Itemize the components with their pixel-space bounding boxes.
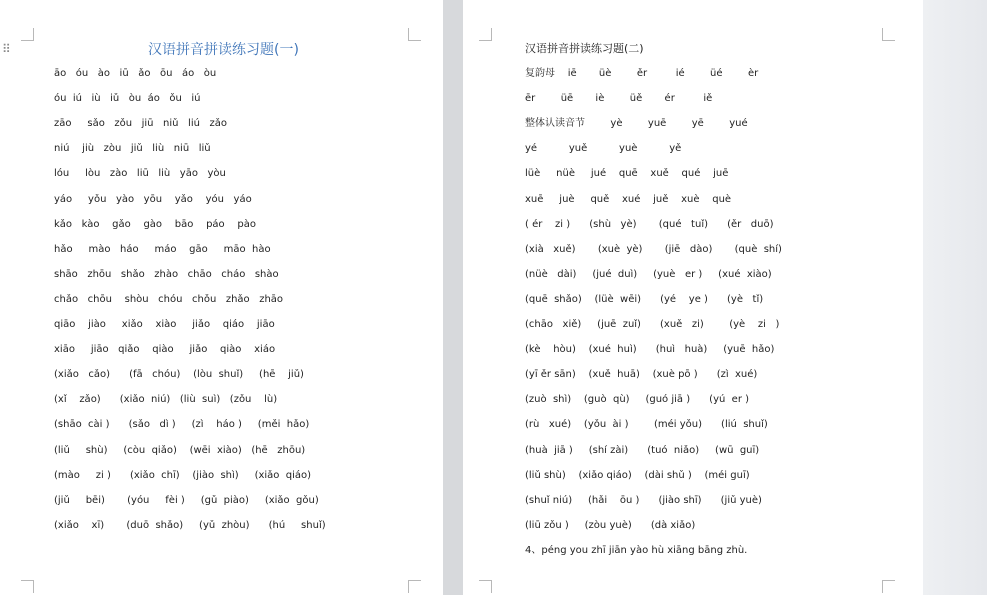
pinyin-line: chǎo chōu shòu chóu chǒu zhǎo zhāo bbox=[54, 293, 284, 305]
pinyin-line: xiāo jiāo qiǎo qiào jiǎo qiào xiáo bbox=[54, 344, 276, 356]
pinyin-line: (chāo xiě) (juē zuǐ) (xuě zi) (yè zi ) bbox=[525, 319, 780, 330]
pinyin-line: (shuǐ niú) (hǎi ōu ) (jiào shī) (jiǔ yuè) bbox=[525, 494, 762, 506]
pinyin-line: yé yuě yuè yě bbox=[525, 143, 682, 155]
pinyin-line: óu iú iù iǔ òu áo ǒu iú bbox=[54, 93, 201, 105]
drag-handle-icon[interactable]: ⠿ bbox=[2, 42, 10, 56]
pinyin-line: qiāo jiào xiǎo xiào jiǎo qiáo jiāo bbox=[54, 319, 275, 330]
pinyin-line: (xǐ zǎo) (xiǎo niú) (liù suì) (zǒu lù) bbox=[54, 394, 278, 406]
pinyin-line: lóu lòu zào liū liù yāo yòu bbox=[54, 168, 226, 180]
pinyin-line: (liǔ shù) (xiǎo qiáo) (dài shǔ ) (méi guī) bbox=[525, 469, 750, 481]
page-corner-mark bbox=[408, 580, 421, 593]
pinyin-line: (kè hòu) (xué huì) (huì huà) (yuē hǎo) bbox=[525, 344, 775, 356]
pinyin-line: hǎo mào háo máo gāo māo hào bbox=[54, 243, 271, 255]
pinyin-line: (quē shǎo) (lüè wēi) (yé ye ) (yè tǐ) bbox=[525, 293, 764, 305]
pinyin-line: (liū zǒu ) (zòu yuè) (dà xiǎo) bbox=[525, 519, 696, 531]
pinyin-line: niú jiù zòu jiǔ liù niū liǔ bbox=[54, 143, 211, 155]
pinyin-line: (xiǎo cǎo) (fā chóu) (lòu shuǐ) (hē jiǔ) bbox=[54, 369, 304, 381]
pinyin-line: 整体认读音节 yè yuē yē yué bbox=[525, 118, 748, 130]
page-2-title: 汉语拼音拼读练习题(二) bbox=[525, 42, 644, 55]
pinyin-line: (yī ěr sān) (xuě huā) (xuè pō ) (zì xué) bbox=[525, 369, 758, 381]
page-gap bbox=[443, 0, 463, 595]
pinyin-line: 复韵母 iē üè ěr ié üé èr bbox=[525, 68, 759, 79]
page-corner-mark bbox=[21, 28, 34, 41]
pinyin-line: yáo yǒu yào yōu yǎo yóu yáo bbox=[54, 193, 252, 205]
pinyin-line: (huà jiā ) (shí zài) (tuó niǎo) (wū guī) bbox=[525, 444, 760, 456]
pinyin-line: (rù xué) (yǒu ài ) (méi yǒu) (liú shuǐ) bbox=[525, 419, 768, 431]
page-corner-mark bbox=[21, 580, 34, 593]
page-corner-mark bbox=[479, 580, 492, 593]
pinyin-line: (nüè dài) (jué duì) (yuè er ) (xué xiào) bbox=[525, 268, 772, 280]
pinyin-line: 4、péng you zhī jiān yào hù xiāng bāng zhù. bbox=[525, 544, 748, 556]
pinyin-line: ēr üē iè üě ér iě bbox=[525, 93, 713, 105]
pinyin-line: (jiǔ bēi) (yóu fèi ) (gǔ piào) (xiǎo gǒu) bbox=[54, 494, 319, 506]
pinyin-line: xuē juè quě xué juě xuè què bbox=[525, 193, 732, 205]
pinyin-line: ( ér zi ) (shù yè) (qué tuǐ) (ěr duō) bbox=[525, 218, 774, 230]
page-corner-mark bbox=[882, 580, 895, 593]
pinyin-line: kǎo kào gǎo gào bāo páo pào bbox=[54, 218, 256, 230]
pinyin-line: (xià xuě) (xuè yè) (jiē dào) (què shí) bbox=[525, 243, 782, 255]
pinyin-line: (liǔ shù) (còu qiǎo) (wēi xiào) (hē zhōu) bbox=[54, 444, 306, 456]
pinyin-line: shāo zhōu shǎo zhào chāo cháo shào bbox=[54, 268, 279, 280]
page-corner-mark bbox=[882, 28, 895, 41]
page-corner-mark bbox=[479, 28, 492, 41]
page-1-title: 汉语拼音拼读练习题(一) bbox=[148, 42, 299, 58]
pinyin-line: āo óu ào iū ǎo ōu áo òu bbox=[54, 68, 217, 79]
pinyin-line: lüè nüè jué quē xuě qué juē bbox=[525, 168, 729, 180]
pinyin-line: (mào zi ) (xiǎo chī) (jiào shì) (xiǎo qiáo) bbox=[54, 469, 312, 481]
pinyin-line: zāo sǎo zǒu jiū niǔ liú zǎo bbox=[54, 118, 227, 130]
workspace-margin bbox=[923, 0, 987, 595]
page-corner-mark bbox=[408, 28, 421, 41]
pinyin-line: (zuò shì) (guò qù) (guó jiā ) (yú er ) bbox=[525, 394, 750, 406]
pinyin-line: (xiǎo xī) (duō shǎo) (yǔ zhòu) (hú shuǐ) bbox=[54, 519, 326, 531]
pinyin-line: (shāo cài ) (sǎo dì ) (zì háo ) (měi hǎo) bbox=[54, 419, 310, 431]
